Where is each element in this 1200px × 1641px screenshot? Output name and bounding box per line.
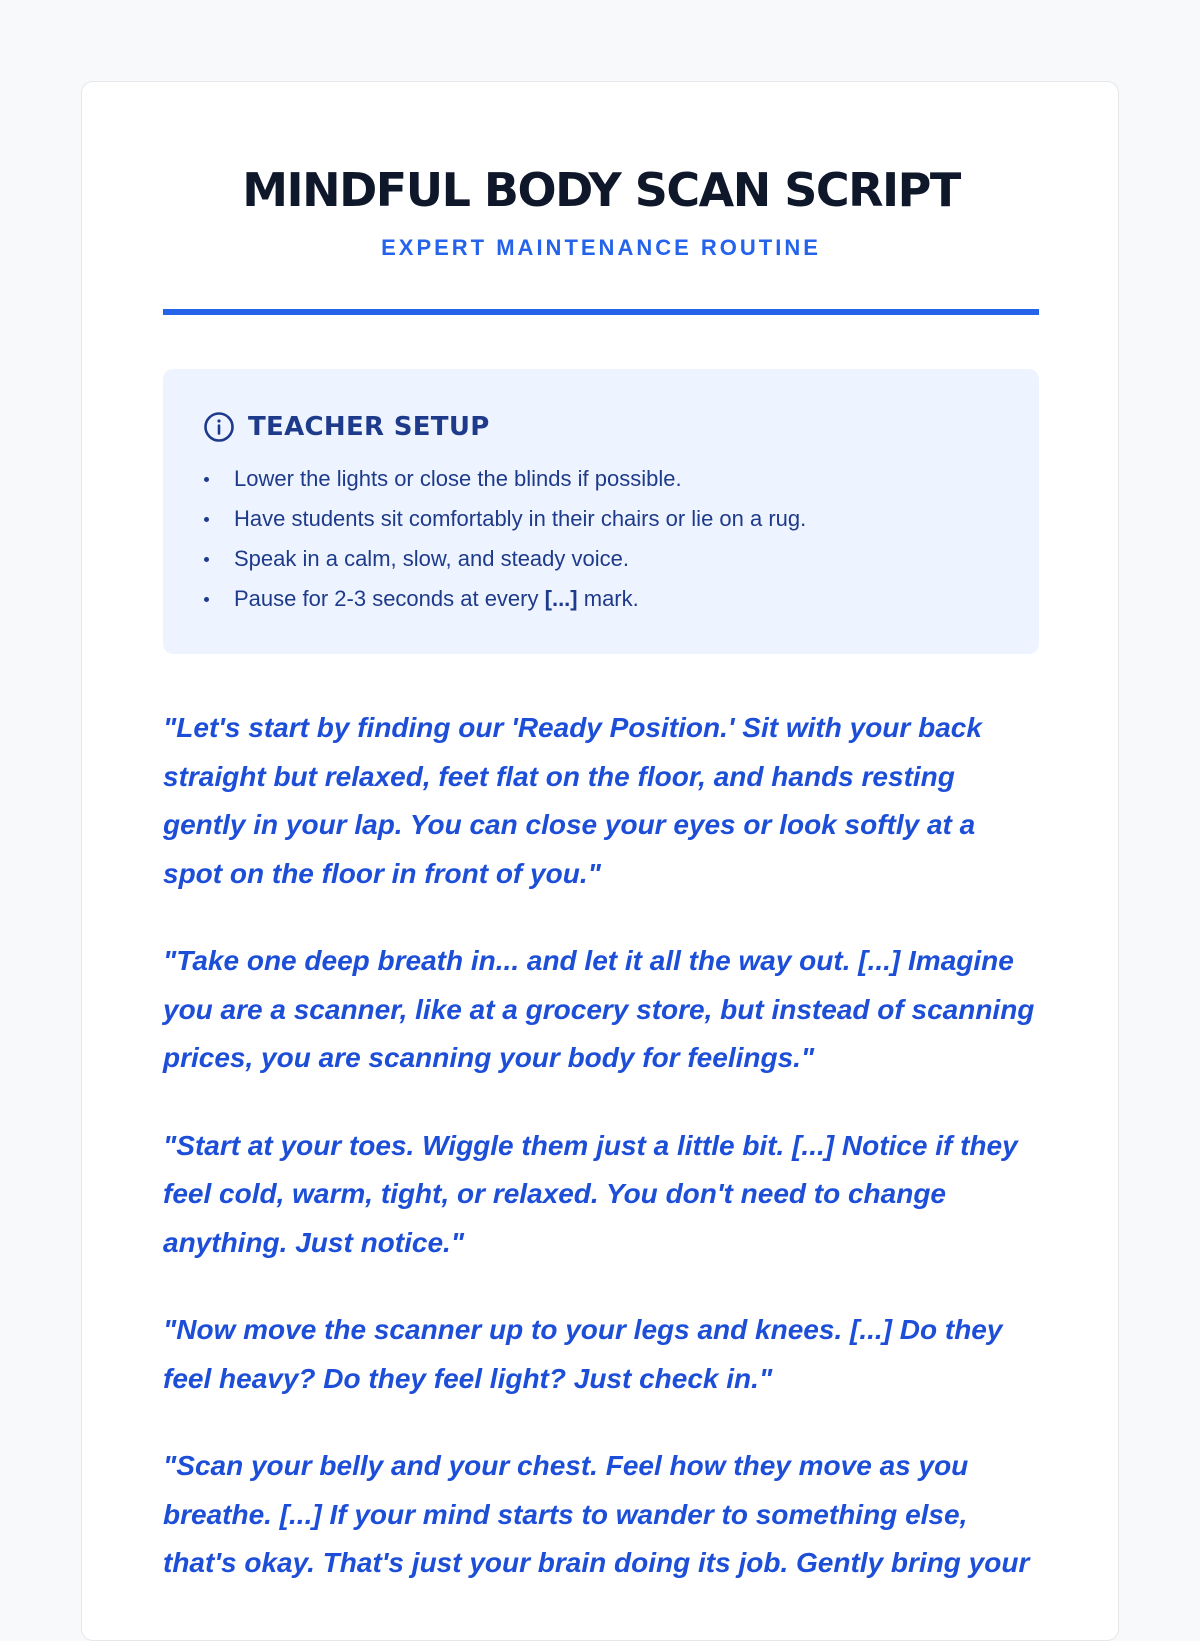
setup-item-text: mark.: [577, 586, 639, 611]
page-subtitle: EXPERT MAINTENANCE ROUTINE: [381, 235, 821, 260]
setup-item-text: Pause for 2-3 seconds at every: [234, 586, 545, 611]
teacher-setup-list: [203, 459, 806, 619]
script-paragraph: "Scan your belly and your chest. Feel how they move as you breathe. [...] If your mind starts to wander to something else, that's okay. That's just your brain doing its job. Gently bring your: [163, 1450, 1030, 1578]
script-paragraph: "Take one deep breath in... and let it all the way out. [...] Imagine you are a scanner, like at a grocery store, but instead of scanning prices, you are scanning your body for feelings.": [163, 945, 1035, 1073]
script-body: [163, 704, 1039, 1627]
teacher-setup-box: [163, 369, 1039, 654]
teacher-setup-header: [203, 409, 490, 445]
script-paragraph: "Let's start by finding our 'Ready Position.' Sit with your back straight but relaxed, feet flat on the floor, and hands resting gently in your lap. You can close your eyes or look softly at a spot on the floor in front of you.": [163, 712, 982, 889]
setup-item: Have students sit comfortably in their chairs or lie on a rug.: [203, 499, 806, 539]
script-card: [81, 81, 1119, 1641]
setup-item: Lower the lights or close the blinds if possible.: [203, 459, 806, 499]
script-paragraph: "Start at your toes. Wiggle them just a little bit. [...] Notice if they feel cold, warm, tight, or relaxed. You don't need to change anything. Just notice.": [163, 1129, 1018, 1258]
teacher-setup-title: TEACHER SETUP: [248, 412, 490, 442]
script-paragraph: "Now move the scanner up to your legs and knees. [...] Do they feel heavy? Do they feel light? Just check in.": [163, 1314, 1003, 1394]
setup-item: Speak in a calm, slow, and steady voice.: [203, 539, 806, 579]
header-divider: [163, 309, 1039, 315]
info-icon: [203, 411, 235, 443]
setup-item: [203, 579, 806, 619]
pause-marker: [...]: [544, 586, 578, 611]
page-title: MINDFUL BODY SCAN SCRIPT: [242, 163, 960, 217]
